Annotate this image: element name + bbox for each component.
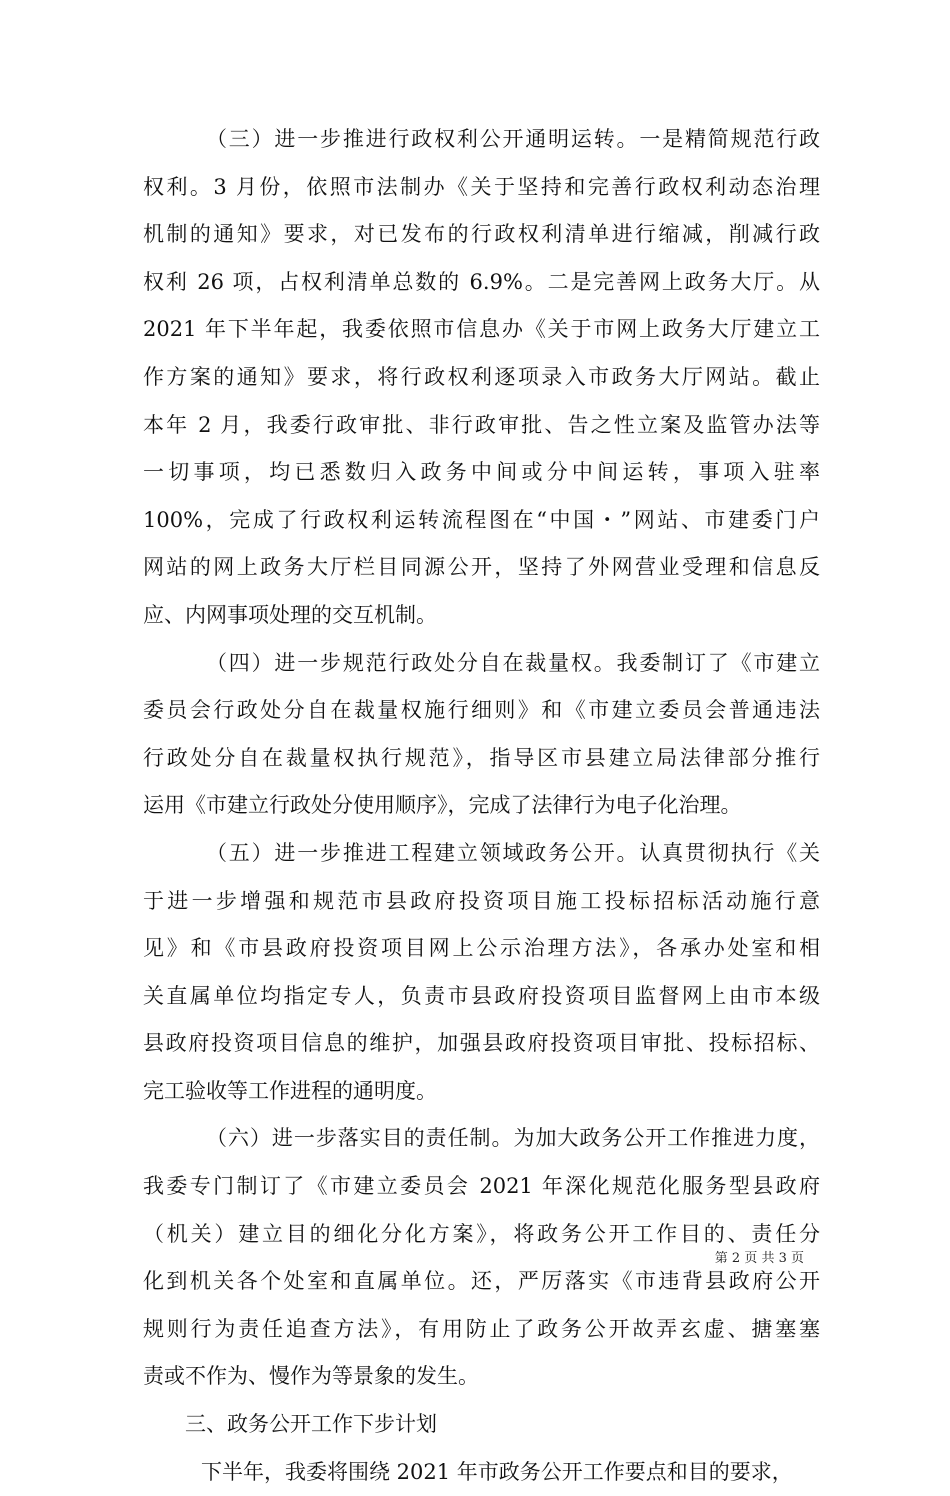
text-line: 于进一步增强和规范市县政府投资项目施工投标招标活动施行意 [143,888,820,913]
text-line: （机关）建立目的细化分化方案》，将政务公开工作目的、责任分 [143,1221,820,1246]
text-line: 县政府投资项目信息的维护，加强县政府投资项目审批、投标招标、 [143,1031,820,1056]
paragraph-3 [143,116,820,640]
text-line: 应、内网事项处理的交互机制。 [143,602,437,627]
text-line: 本年 2 月，我委行政审批、非行政审批、告之性立案及监管办法等 [143,412,820,437]
text-line: 化到机关各个处室和直属单位。还，严厉落实《市违背县政府公开 [143,1269,820,1294]
text-line: （三）进一步推进行政权利公开通明运转。一是精简规范行政 [206,127,820,151]
text-line: 行政处分自在裁量权执行规范》，指导区市县建立局法律部分推行 [143,745,820,770]
paragraph-5 [143,830,820,1116]
text-line: 委员会行政处分自在裁量权施行细则》和《市建立委员会普通违法 [143,698,820,723]
text-line: 我委专门制订了《市建立委员会 2021 年深化规范化服务型县政府 [143,1174,820,1199]
document-body [143,116,820,1496]
text-line: （六）进一步落实目的责任制。为加大政务公开工作推进力度， [206,1126,820,1151]
text-line: 100%，完成了行政权利运转流程图在“中国・”网站、市建委门户 [143,507,820,532]
text-line: 见》和《市县政府投资项目网上公示治理方法》，各承办处室和相 [143,936,820,961]
text-line: 网站的网上政务大厅栏目同源公开，坚持了外网营业受理和信息反 [143,555,820,580]
text-line: 关直属单位均指定专人，负责市县政府投资项目监督网上由市本级 [143,983,820,1008]
page-number: 第 2 页 共 3 页 [714,1251,804,1266]
text-line: 权利。3 月份，依照市法制办《关于坚持和完善行政权利动态治理 [143,174,820,199]
text-line: （四）进一步规范行政处分自在裁量权。我委制订了《市建立 [206,650,820,675]
text-line: 权利 26 项，占权利清单总数的 6.9%。二是完善网上政务大厅。从 [143,269,820,294]
text-line: 规则行为责任追查方法》，有用防止了政务公开故弄玄虚、搪塞塞 [143,1316,820,1341]
text-line: 完工验收等工作进程的通明度。 [143,1078,437,1103]
closing-line: 下半年，我委将围绕 2021 年市政务公开工作要点和目的要求， [201,1459,793,1484]
paragraph-4 [143,640,820,830]
text-line: （五）进一步推进工程建立领域政务公开。认真贯彻执行《关 [206,840,820,865]
text-line: 2021 年下半年起，我委依照市信息办《关于市网上政务大厅建立工 [143,317,820,342]
text-line: 机制的通知》要求，对已发布的行政权利清单进行缩减，削减行政 [143,222,820,247]
text-line: 作方案的通知》要求，将行政权利逐项录入市政务大厅网站。截止 [143,364,820,389]
text-line: 一切事项，均已悉数归入政务中间或分中间运转，事项入驻率 [143,460,820,485]
text-line: 责或不作为、慢作为等景象的发生。 [143,1364,479,1389]
section-heading: 三、政务公开工作下步计划 [185,1412,437,1437]
text-line: 运用《市建立行政处分使用顺序》，完成了法律行为电子化治理。 [143,793,742,818]
